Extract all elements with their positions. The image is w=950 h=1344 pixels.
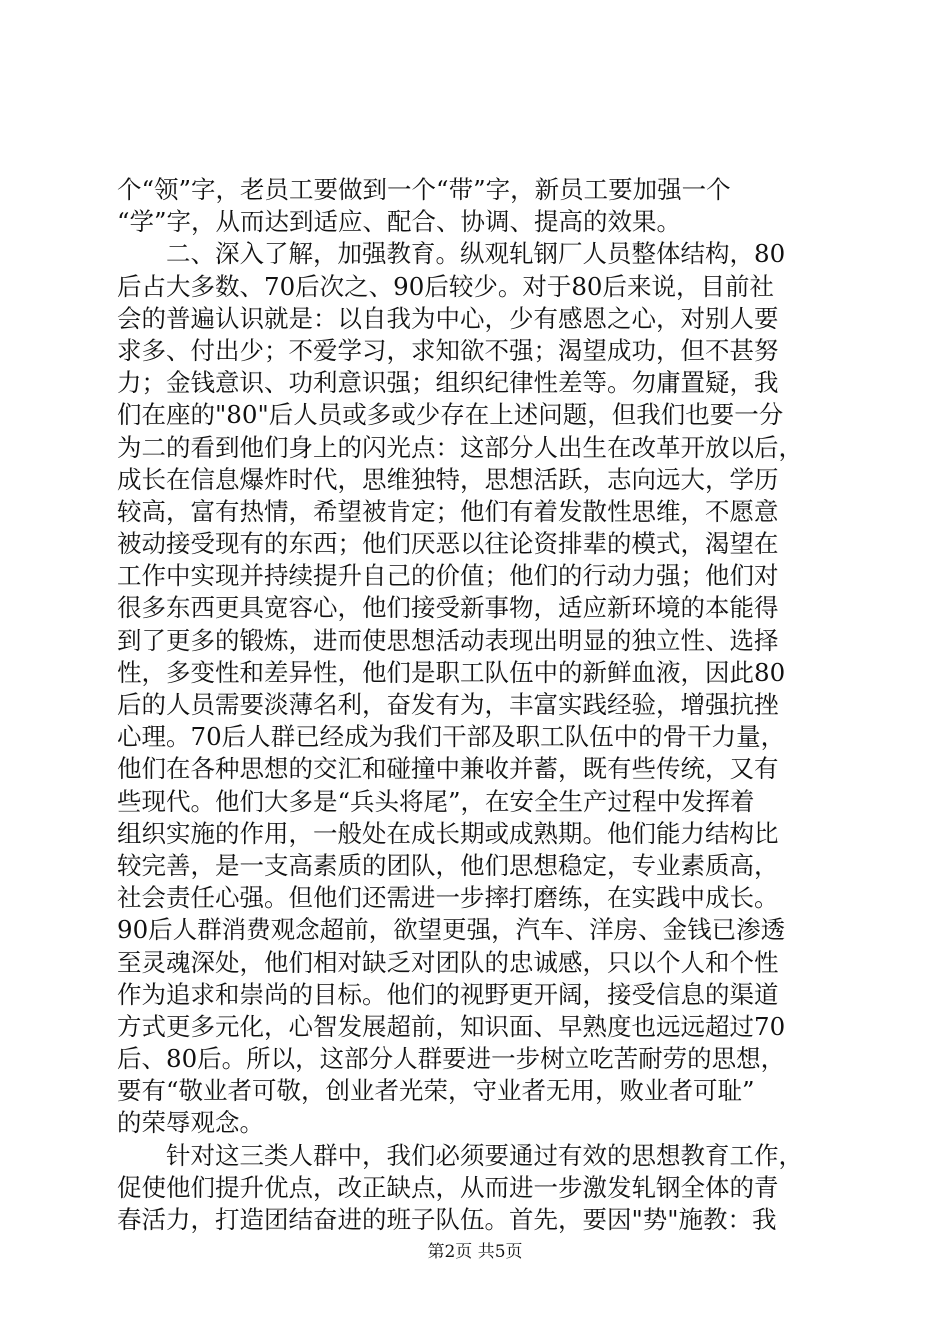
text-line: 他们在各种思想的交汇和碰撞中兼收并蓄，既有些传统，又有: [117, 754, 779, 784]
body-text: [117, 174, 837, 1236]
text-line: 社会责任心强。但他们还需进一步摔打磨练，在实践中成长。: [117, 883, 779, 913]
text-line: 工作中实现并持续提升自己的价值；他们的行动力强；他们对: [117, 561, 779, 591]
text-line: 求多、付出少；不爱学习，求知欲不强；渴望成功，但不甚努: [117, 335, 779, 365]
text-line: 成长在信息爆炸时代，思维独特，思想活跃，志向远大，学历: [117, 464, 779, 494]
text-line: 会的普遍认识就是：以自我为中心，少有感恩之心，对别人要: [117, 303, 779, 333]
text-line: “学”字，从而达到适应、配合、协调、提高的效果。: [117, 207, 682, 237]
text-line: 较高，富有热情，希望被肯定；他们有着发散性思维，不愿意: [117, 496, 779, 526]
page-number-footer: 第2页 共5页: [427, 1242, 523, 1262]
text-line: 很多东西更具宽容心，他们接受新事物，适应新环境的本能得: [117, 593, 779, 623]
text-line: 们在座的"80"后人员或多或少存在上述问题，但我们也要一分: [117, 400, 784, 430]
text-line: 方式更多元化，心智发展超前，知识面、早熟度也远远超过70: [117, 1011, 786, 1041]
text-line: 作为追求和崇尚的目标。他们的视野更开阔，接受信息的渠道: [117, 979, 779, 1009]
text-line: 的荣辱观念。: [117, 1108, 264, 1138]
text-line: 要有“敬业者可敬，创业者光荣，守业者无用，败业者可耻”: [117, 1076, 755, 1106]
text-line: 较完善，是一支高素质的团队，他们思想稳定，专业素质高，: [117, 850, 779, 880]
text-line: 为二的看到他们身上的闪光点：这部分人出生在改革开放以后，: [117, 432, 803, 462]
text-line: 后、80后。所以，这部分人群要进一步树立吃苦耐劳的思想，: [117, 1044, 786, 1074]
paragraph-start-line: 针对这三类人群中，我们必须要通过有效的思想教育工作，: [117, 1140, 803, 1170]
text-line: 组织实施的作用，一般处在成长期或成熟期。他们能力结构比: [117, 818, 779, 848]
text-line: 力；金钱意识、功利意识强；组织纪律性差等。勿庸置疑，我: [117, 368, 779, 398]
text-line: 到了更多的锻炼，进而使思想活动表现出明显的独立性、选择: [117, 625, 779, 655]
text-line: 后占大多数、70后次之、90后较少。对于80后来说，目前社: [117, 271, 775, 301]
text-line: 春活力，打造团结奋进的班子队伍。首先，要因"势"施教：我: [117, 1205, 777, 1234]
text-line: 被动接受现有的东西；他们厌恶以往论资排辈的模式，渴望在: [117, 529, 779, 559]
text-line: 90后人群消费观念超前，欲望更强，汽车、洋房、金钱已渗透: [117, 915, 786, 945]
text-line: 至灵魂深处，他们相对缺乏对团队的忠诚感，只以个人和个性: [117, 947, 779, 977]
text-line: 个“领”字，老员工要做到一个“带”字，新员工要加强一个: [117, 175, 731, 204]
text-line: 后的人员需要淡薄名利，奋发有为，丰富实践经验，增强抗挫: [117, 690, 779, 719]
text-line: 性，多变性和差异性，他们是职工队伍中的新鲜血液，因此80: [117, 657, 786, 687]
text-line: 些现代。他们大多是“兵头将尾”，在安全生产过程中发挥着: [117, 786, 755, 816]
paragraph-start-line: 二、深入了解，加强教育。纵观轧钢厂人员整体结构，80: [117, 239, 786, 269]
text-line: 促使他们提升优点，改正缺点，从而进一步激发轧钢全体的青: [117, 1172, 779, 1202]
text-line: 心理。70后人群已经成为我们干部及职工队伍中的骨干力量，: [117, 722, 786, 752]
